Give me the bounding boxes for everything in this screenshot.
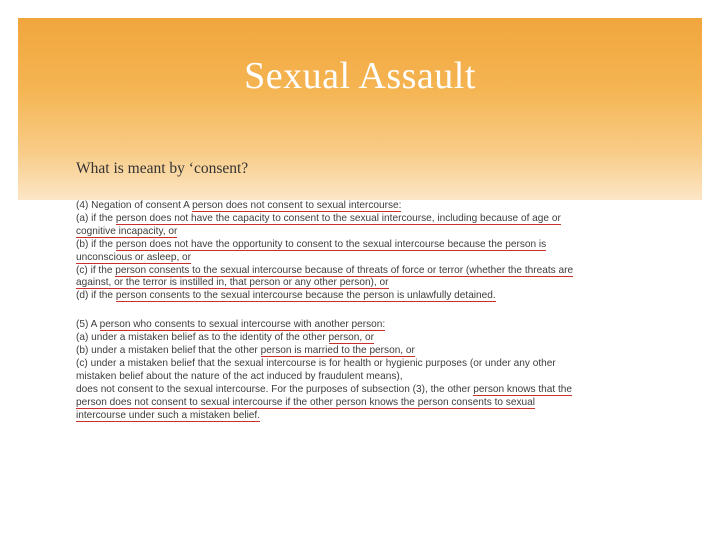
text-line (76, 200, 656, 213)
text-line (76, 358, 656, 371)
text-line (76, 384, 656, 397)
slide-body (76, 160, 656, 423)
slide-title: Sexual Assault (244, 55, 476, 97)
paragraph-mistaken-belief (76, 319, 656, 422)
underlined-text: cognitive incapacity, or (76, 225, 178, 237)
line-text: (5) A (76, 319, 100, 331)
text-line (76, 252, 656, 265)
underlined-text: person does not have the capacity to consent to the sexual intercourse, including because of age or (115, 212, 561, 224)
underlined-text: person is married to the person, or (260, 345, 415, 357)
line-text: mistaken belief about the nature of the act induced by fraudulent means), (76, 370, 403, 382)
text-line (76, 371, 656, 384)
line-text: does not consent to the sexual intercourse. For the purposes of subsection (3), the other (76, 383, 474, 395)
text-line (76, 332, 656, 345)
underlined-text: person does not consent to sexual intercourse if the other person knows the person consents to sexual (76, 396, 535, 408)
line-text: (d) if the (76, 290, 116, 302)
text-line (76, 319, 656, 332)
text-line (76, 226, 656, 239)
line-text: (b) if the (76, 238, 116, 250)
text-line (76, 213, 656, 226)
underlined-text: unconscious or asleep, or (76, 251, 192, 263)
line-text: (c) under a mistaken belief that the sexual intercourse is for health or hygienic purposes (or under any other (76, 357, 556, 369)
underlined-text: person, or (328, 332, 374, 344)
slide-heading: What is meant by ‘consent? (76, 160, 249, 177)
underlined-text: person consents to the sexual intercourse because the person is unlawfully detained. (115, 290, 496, 302)
line-text: (4) Negation of consent A (76, 200, 193, 211)
text-line (76, 239, 656, 252)
underlined-text: intercourse under such a mistaken belief. (76, 409, 261, 421)
underlined-text: person who consents to sexual intercourse with another person: (99, 319, 386, 331)
line-text: (c) if the (76, 264, 116, 276)
line-text: (a) under a mistaken belief as to the identity of the other (76, 332, 329, 344)
text-line (76, 277, 656, 290)
underlined-text: person does not have the opportunity to consent to the sexual intercourse because the person is (115, 238, 547, 250)
text-line (76, 265, 656, 278)
underlined-text: person consents to the sexual intercourse because of threats of force or terror (whether the threats are (115, 264, 574, 276)
underlined-text: person does not consent to sexual intercourse: (192, 200, 402, 211)
paragraph-negation-of-consent (76, 200, 656, 303)
line-text: (b) under a mistaken belief that the other (76, 345, 261, 357)
text-line (76, 397, 656, 410)
text-line (76, 290, 656, 303)
text-line (76, 410, 656, 423)
text-line (76, 345, 656, 358)
underlined-text: against, or the terror is instilled in, that person or any other person), or (76, 277, 389, 289)
underlined-text: person knows that the (473, 383, 573, 395)
line-text: (a) if the (76, 212, 116, 224)
